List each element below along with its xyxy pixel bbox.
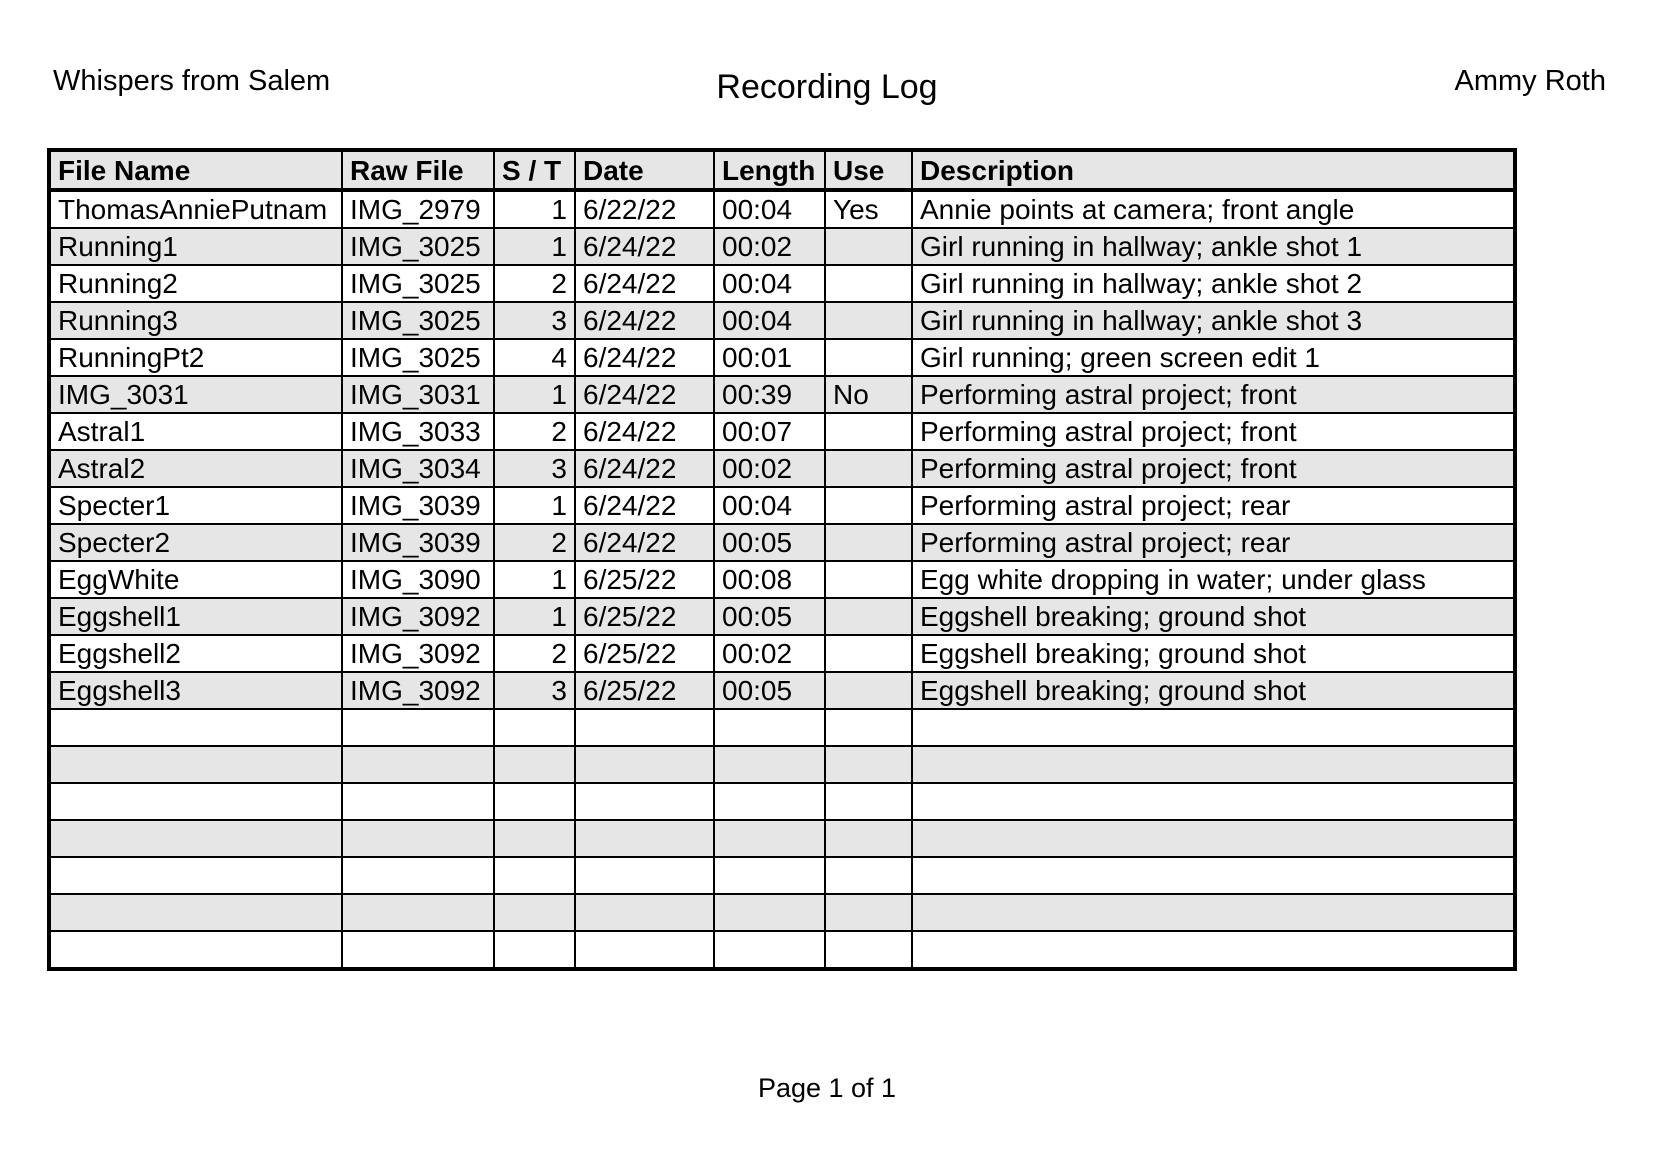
description-cell: Eggshell breaking; ground shot [912, 672, 1515, 709]
length-cell [714, 857, 825, 894]
scene-take-cell [494, 820, 575, 857]
length-cell [714, 709, 825, 746]
raw-file-cell [342, 857, 494, 894]
description-cell [912, 746, 1515, 783]
scene-take-cell [494, 931, 575, 969]
file-name-cell: Running1 [49, 228, 342, 265]
use-cell [825, 302, 912, 339]
length-cell: 00:02 [714, 228, 825, 265]
description-cell: Girl running in hallway; ankle shot 3 [912, 302, 1515, 339]
scene-take-cell: 2 [494, 413, 575, 450]
date-cell [575, 931, 714, 969]
scene-take-cell: 2 [494, 265, 575, 302]
use-cell [825, 524, 912, 561]
date-cell [575, 820, 714, 857]
use-cell [825, 783, 912, 820]
description-cell [912, 709, 1515, 746]
description-cell: Girl running in hallway; ankle shot 2 [912, 265, 1515, 302]
length-cell: 00:04 [714, 265, 825, 302]
date-cell [575, 857, 714, 894]
raw-file-cell [342, 894, 494, 931]
length-cell [714, 931, 825, 969]
file-name-cell [49, 783, 342, 820]
file-name-cell: Eggshell3 [49, 672, 342, 709]
description-cell: Girl running; green screen edit 1 [912, 339, 1515, 376]
raw-file-cell [342, 746, 494, 783]
table-row [49, 709, 1515, 746]
use-cell [825, 228, 912, 265]
use-cell [825, 339, 912, 376]
date-cell: 6/24/22 [575, 228, 714, 265]
date-cell: 6/24/22 [575, 524, 714, 561]
length-cell: 00:39 [714, 376, 825, 413]
raw-file-cell: IMG_3039 [342, 524, 494, 561]
description-cell: Performing astral project; rear [912, 524, 1515, 561]
table-header-row [49, 150, 1515, 190]
column-header-length: Length [714, 150, 825, 190]
table-row [49, 339, 1515, 376]
description-cell: Eggshell breaking; ground shot [912, 598, 1515, 635]
date-cell: 6/25/22 [575, 672, 714, 709]
date-cell: 6/25/22 [575, 635, 714, 672]
scene-take-cell: 3 [494, 672, 575, 709]
description-cell: Performing astral project; front [912, 413, 1515, 450]
length-cell: 00:05 [714, 524, 825, 561]
page-title: Recording Log [716, 68, 938, 106]
file-name-cell [49, 931, 342, 969]
raw-file-cell: IMG_3092 [342, 672, 494, 709]
raw-file-cell: IMG_2979 [342, 190, 494, 228]
file-name-cell: ThomasAnniePutnam [49, 190, 342, 228]
date-cell: 6/24/22 [575, 302, 714, 339]
table-row [49, 672, 1515, 709]
raw-file-cell: IMG_3033 [342, 413, 494, 450]
use-cell [825, 265, 912, 302]
file-name-cell: Eggshell2 [49, 635, 342, 672]
use-cell: No [825, 376, 912, 413]
date-cell: 6/22/22 [575, 190, 714, 228]
description-cell: Performing astral project; front [912, 450, 1515, 487]
table-row [49, 931, 1515, 969]
date-cell: 6/24/22 [575, 265, 714, 302]
scene-take-cell: 1 [494, 561, 575, 598]
file-name-cell: Running3 [49, 302, 342, 339]
scene-take-cell: 2 [494, 635, 575, 672]
table-row [49, 265, 1515, 302]
file-name-cell: EggWhite [49, 561, 342, 598]
file-name-cell: RunningPt2 [49, 339, 342, 376]
length-cell: 00:04 [714, 302, 825, 339]
table-row [49, 894, 1515, 931]
use-cell [825, 635, 912, 672]
column-header-date: Date [575, 150, 714, 190]
column-header-scene-take: S / T [494, 150, 575, 190]
use-cell [825, 561, 912, 598]
file-name-cell [49, 894, 342, 931]
file-name-cell: Astral2 [49, 450, 342, 487]
table-row [49, 190, 1515, 228]
length-cell: 00:04 [714, 190, 825, 228]
date-cell: 6/24/22 [575, 339, 714, 376]
length-cell: 00:05 [714, 672, 825, 709]
date-cell [575, 746, 714, 783]
file-name-cell: IMG_3031 [49, 376, 342, 413]
use-cell [825, 746, 912, 783]
column-header-description: Description [912, 150, 1515, 190]
file-name-cell: Eggshell1 [49, 598, 342, 635]
scene-take-cell: 1 [494, 376, 575, 413]
description-cell: Performing astral project; rear [912, 487, 1515, 524]
scene-take-cell: 1 [494, 598, 575, 635]
use-cell: Yes [825, 190, 912, 228]
description-cell [912, 857, 1515, 894]
file-name-cell [49, 820, 342, 857]
table-row [49, 302, 1515, 339]
raw-file-cell: IMG_3092 [342, 598, 494, 635]
length-cell: 00:07 [714, 413, 825, 450]
date-cell: 6/24/22 [575, 487, 714, 524]
use-cell [825, 672, 912, 709]
file-name-cell: Specter1 [49, 487, 342, 524]
raw-file-cell [342, 783, 494, 820]
table-row [49, 524, 1515, 561]
scene-take-cell: 1 [494, 228, 575, 265]
table-row [49, 635, 1515, 672]
table-row [49, 450, 1515, 487]
raw-file-cell [342, 820, 494, 857]
author-name: Ammy Roth [1454, 65, 1606, 97]
date-cell: 6/24/22 [575, 376, 714, 413]
table-row [49, 820, 1515, 857]
description-cell [912, 931, 1515, 969]
table-row [49, 228, 1515, 265]
file-name-cell: Running2 [49, 265, 342, 302]
recording-log-table [47, 148, 1517, 971]
use-cell [825, 857, 912, 894]
scene-take-cell [494, 746, 575, 783]
scene-take-cell: 3 [494, 450, 575, 487]
raw-file-cell: IMG_3025 [342, 265, 494, 302]
length-cell [714, 820, 825, 857]
use-cell [825, 487, 912, 524]
table-row [49, 598, 1515, 635]
length-cell: 00:02 [714, 635, 825, 672]
length-cell: 00:04 [714, 487, 825, 524]
description-cell: Eggshell breaking; ground shot [912, 635, 1515, 672]
raw-file-cell [342, 709, 494, 746]
length-cell: 00:08 [714, 561, 825, 598]
column-header-use: Use [825, 150, 912, 190]
length-cell [714, 746, 825, 783]
date-cell: 6/25/22 [575, 561, 714, 598]
date-cell: 6/24/22 [575, 450, 714, 487]
table-row [49, 487, 1515, 524]
column-header-file-name: File Name [49, 150, 342, 190]
date-cell [575, 894, 714, 931]
file-name-cell: Specter2 [49, 524, 342, 561]
length-cell: 00:02 [714, 450, 825, 487]
use-cell [825, 598, 912, 635]
description-cell [912, 894, 1515, 931]
description-cell [912, 783, 1515, 820]
scene-take-cell [494, 783, 575, 820]
file-name-cell [49, 709, 342, 746]
description-cell [912, 820, 1515, 857]
raw-file-cell: IMG_3039 [342, 487, 494, 524]
use-cell [825, 450, 912, 487]
scene-take-cell [494, 894, 575, 931]
raw-file-cell: IMG_3034 [342, 450, 494, 487]
file-name-cell [49, 857, 342, 894]
use-cell [825, 709, 912, 746]
project-title: Whispers from Salem [53, 65, 331, 97]
raw-file-cell: IMG_3031 [342, 376, 494, 413]
table-row [49, 857, 1515, 894]
scene-take-cell [494, 709, 575, 746]
table-row [49, 376, 1515, 413]
date-cell: 6/25/22 [575, 598, 714, 635]
table-row [49, 561, 1515, 598]
scene-take-cell: 4 [494, 339, 575, 376]
description-cell: Egg white dropping in water; under glass [912, 561, 1515, 598]
raw-file-cell: IMG_3025 [342, 339, 494, 376]
raw-file-cell [342, 931, 494, 969]
table-row [49, 413, 1515, 450]
length-cell: 00:01 [714, 339, 825, 376]
raw-file-cell: IMG_3025 [342, 228, 494, 265]
length-cell [714, 894, 825, 931]
raw-file-cell: IMG_3092 [342, 635, 494, 672]
raw-file-cell: IMG_3090 [342, 561, 494, 598]
file-name-cell: Astral1 [49, 413, 342, 450]
scene-take-cell: 1 [494, 487, 575, 524]
description-cell: Annie points at camera; front angle [912, 190, 1515, 228]
date-cell [575, 709, 714, 746]
scene-take-cell: 3 [494, 302, 575, 339]
table-row [49, 783, 1515, 820]
raw-file-cell: IMG_3025 [342, 302, 494, 339]
scene-take-cell: 2 [494, 524, 575, 561]
page-number: Page 1 of 1 [757, 1073, 897, 1103]
length-cell: 00:05 [714, 598, 825, 635]
use-cell [825, 413, 912, 450]
description-cell: Performing astral project; front [912, 376, 1515, 413]
scene-take-cell: 1 [494, 190, 575, 228]
table-body [49, 190, 1515, 969]
use-cell [825, 894, 912, 931]
use-cell [825, 931, 912, 969]
use-cell [825, 820, 912, 857]
file-name-cell [49, 746, 342, 783]
date-cell [575, 783, 714, 820]
column-header-raw-file: Raw File [342, 150, 494, 190]
scene-take-cell [494, 857, 575, 894]
date-cell: 6/24/22 [575, 413, 714, 450]
table-row [49, 746, 1515, 783]
length-cell [714, 783, 825, 820]
description-cell: Girl running in hallway; ankle shot 1 [912, 228, 1515, 265]
